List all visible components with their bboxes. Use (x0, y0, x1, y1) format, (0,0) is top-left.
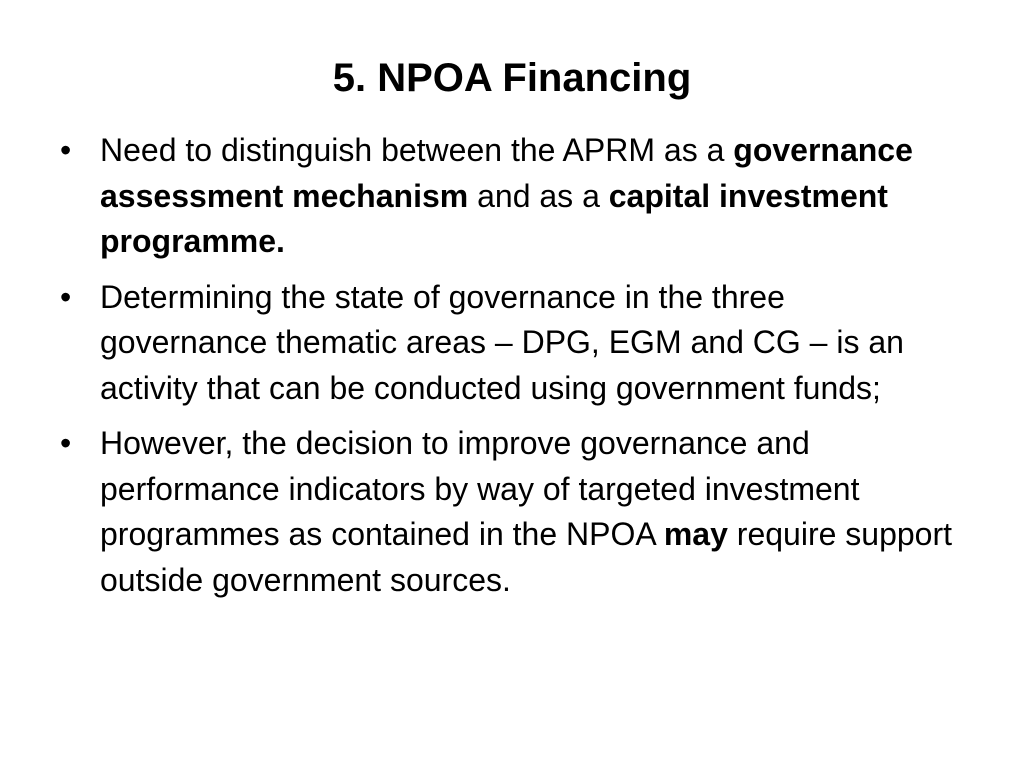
slide-title: 5. NPOA Financing (332, 56, 692, 100)
bullet-text-segment: Need to distinguish between the APRM as a (100, 132, 734, 168)
bullet-item (60, 275, 960, 412)
bullet-icon: • (60, 425, 72, 461)
bullet-item (60, 128, 960, 265)
bullet-text-segment: and as a (468, 177, 609, 214)
bullet-icon: • (60, 278, 72, 315)
bullet-text-segment: Determining the state of governance in the three governance thematic areas – DPG, EGM and CG – is an activity that can be conducted using government funds; (100, 278, 904, 406)
bullet-text-segment: require support outside government sources. (100, 516, 953, 598)
bullet-text-segment: However, the decision to improve governance and performance indicators by way of targeted investment programmes as contained in the NPOA (100, 425, 860, 552)
bullet-text-segment-bold: governance assessment mechanism (100, 132, 913, 214)
bullet-text-segment-bold: may (663, 516, 728, 552)
bullet-icon: • (60, 132, 72, 168)
bullet-item (60, 421, 960, 603)
bullet-text-segment-bold: capital investment programme. (100, 177, 888, 259)
bullet-list (60, 128, 960, 613)
